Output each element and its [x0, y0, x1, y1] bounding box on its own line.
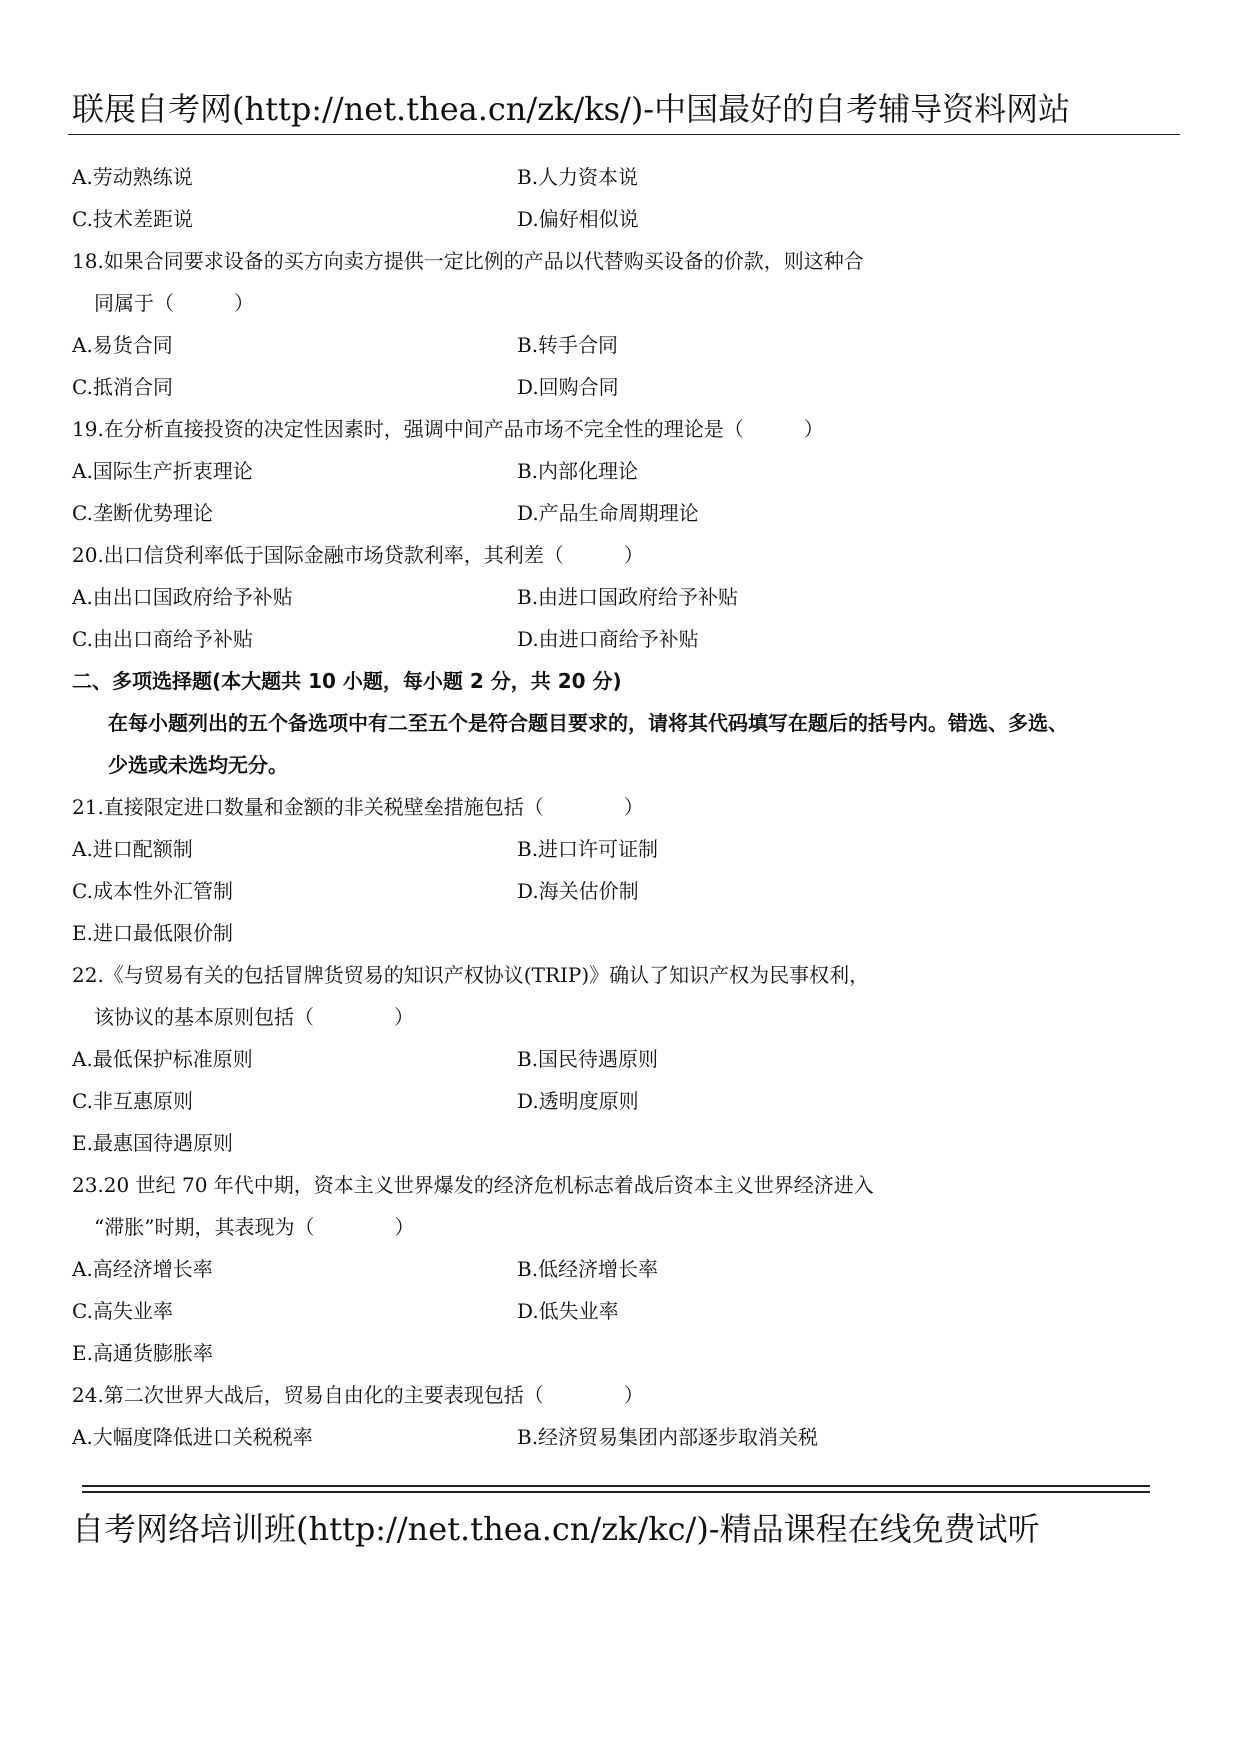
option-e: E.最惠国待遇原则: [72, 1131, 233, 1155]
option-c: C.非互惠原则: [72, 1089, 193, 1113]
option-row: [72, 1086, 1182, 1116]
option-c: C.高失业率: [72, 1299, 173, 1323]
option-a: A.国际生产折衷理论: [72, 459, 253, 483]
option-row: [72, 876, 1182, 906]
option-b: B.进口许可证制: [517, 837, 659, 861]
option-row: [72, 162, 1182, 192]
option-row: [72, 582, 1182, 612]
footer-divider-top: [82, 1485, 1150, 1487]
option-b: B.低经济增长率: [517, 1257, 659, 1281]
option-e: E.高通货膨胀率: [72, 1341, 213, 1365]
option-b: B.由进口国政府给予补贴: [517, 585, 739, 609]
question-22-stem-cont: 该协议的基本原则包括（ ）: [94, 1005, 414, 1029]
option-a: A.最低保护标准原则: [72, 1047, 253, 1071]
option-d: D.海关估价制: [517, 879, 639, 903]
question-23-stem: 23.20 世纪 70 年代中期，资本主义世界爆发的经济危机标志着战后资本主义世界经济进入: [72, 1173, 874, 1197]
question-19-stem: 19.在分析直接投资的决定性因素时，强调中间产品市场不完全性的理论是（ ）: [72, 417, 824, 441]
question-20-stem: 20.出口信贷利率低于国际金融市场贷款利率，其利差（ ）: [72, 543, 644, 567]
question-21-stem: 21.直接限定进口数量和金额的非关税壁垒措施包括（ ）: [72, 795, 644, 819]
option-d: D.低失业率: [517, 1299, 619, 1323]
option-d: D.由进口商给予补贴: [517, 627, 699, 651]
option-a: A.进口配额制: [72, 837, 193, 861]
option-row: [72, 330, 1182, 360]
question-18-stem-cont: 同属于（ ）: [94, 291, 254, 315]
option-b: B.经济贸易集团内部逐步取消关税: [517, 1425, 819, 1449]
option-row: [72, 372, 1182, 402]
section-instructions-cont: 少选或未选均无分。: [108, 753, 288, 777]
option-row: [72, 1044, 1182, 1074]
option-row: [72, 624, 1182, 654]
option-c: C.成本性外汇管制: [72, 879, 233, 903]
question-22-stem: 22.《与贸易有关的包括冒牌货贸易的知识产权协议(TRIP)》确认了知识产权为民事权利，: [72, 963, 870, 987]
header-divider: [68, 134, 1180, 135]
option-row: [72, 204, 1182, 234]
option-c: C.技术差距说: [72, 207, 193, 231]
option-d: D.回购合同: [517, 375, 619, 399]
option-row: [72, 1422, 1182, 1452]
option-d: D.偏好相似说: [517, 207, 639, 231]
option-b: B.人力资本说: [517, 165, 639, 189]
option-c: C.由出口商给予补贴: [72, 627, 253, 651]
option-b: B.国民待遇原则: [517, 1047, 659, 1071]
page-header: 联展自考网(http://net.thea.cn/zk/ks/)-中国最好的自考辅导资料网站: [72, 90, 1071, 128]
option-row: [72, 456, 1182, 486]
footer-divider-bottom: [82, 1491, 1150, 1493]
option-row: [72, 1254, 1182, 1284]
option-a: A.高经济增长率: [72, 1257, 213, 1281]
question-24-stem: 24.第二次世界大战后，贸易自由化的主要表现包括（ ）: [72, 1383, 644, 1407]
section-instructions: 在每小题列出的五个备选项中有二至五个是符合题目要求的，请将其代码填写在题后的括号内。错选、多选、: [108, 711, 1068, 735]
option-c: C.垄断优势理论: [72, 501, 213, 525]
option-b: B.内部化理论: [517, 459, 639, 483]
option-e: E.进口最低限价制: [72, 921, 233, 945]
question-23-stem-cont: “滞胀”时期，其表现为（ ）: [94, 1215, 415, 1239]
option-d: D.产品生命周期理论: [517, 501, 699, 525]
option-a: A.大幅度降低进口关税税率: [72, 1425, 313, 1449]
option-row: [72, 498, 1182, 528]
option-c: C.抵消合同: [72, 375, 173, 399]
question-18-stem: 18.如果合同要求设备的买方向卖方提供一定比例的产品以代替购买设备的价款，则这种合: [72, 249, 864, 273]
option-row: [72, 1296, 1182, 1326]
page-footer: 自考网络培训班(http://net.thea.cn/zk/kc/)-精品课程在线免费试听: [72, 1510, 1040, 1548]
section-title: 二、多项选择题(本大题共 10 小题，每小题 2 分，共 20 分): [72, 669, 622, 693]
option-a: A.易货合同: [72, 333, 173, 357]
option-b: B.转手合同: [517, 333, 619, 357]
option-a: A.劳动熟练说: [72, 165, 193, 189]
option-d: D.透明度原则: [517, 1089, 639, 1113]
option-a: A.由出口国政府给予补贴: [72, 585, 293, 609]
option-row: [72, 834, 1182, 864]
